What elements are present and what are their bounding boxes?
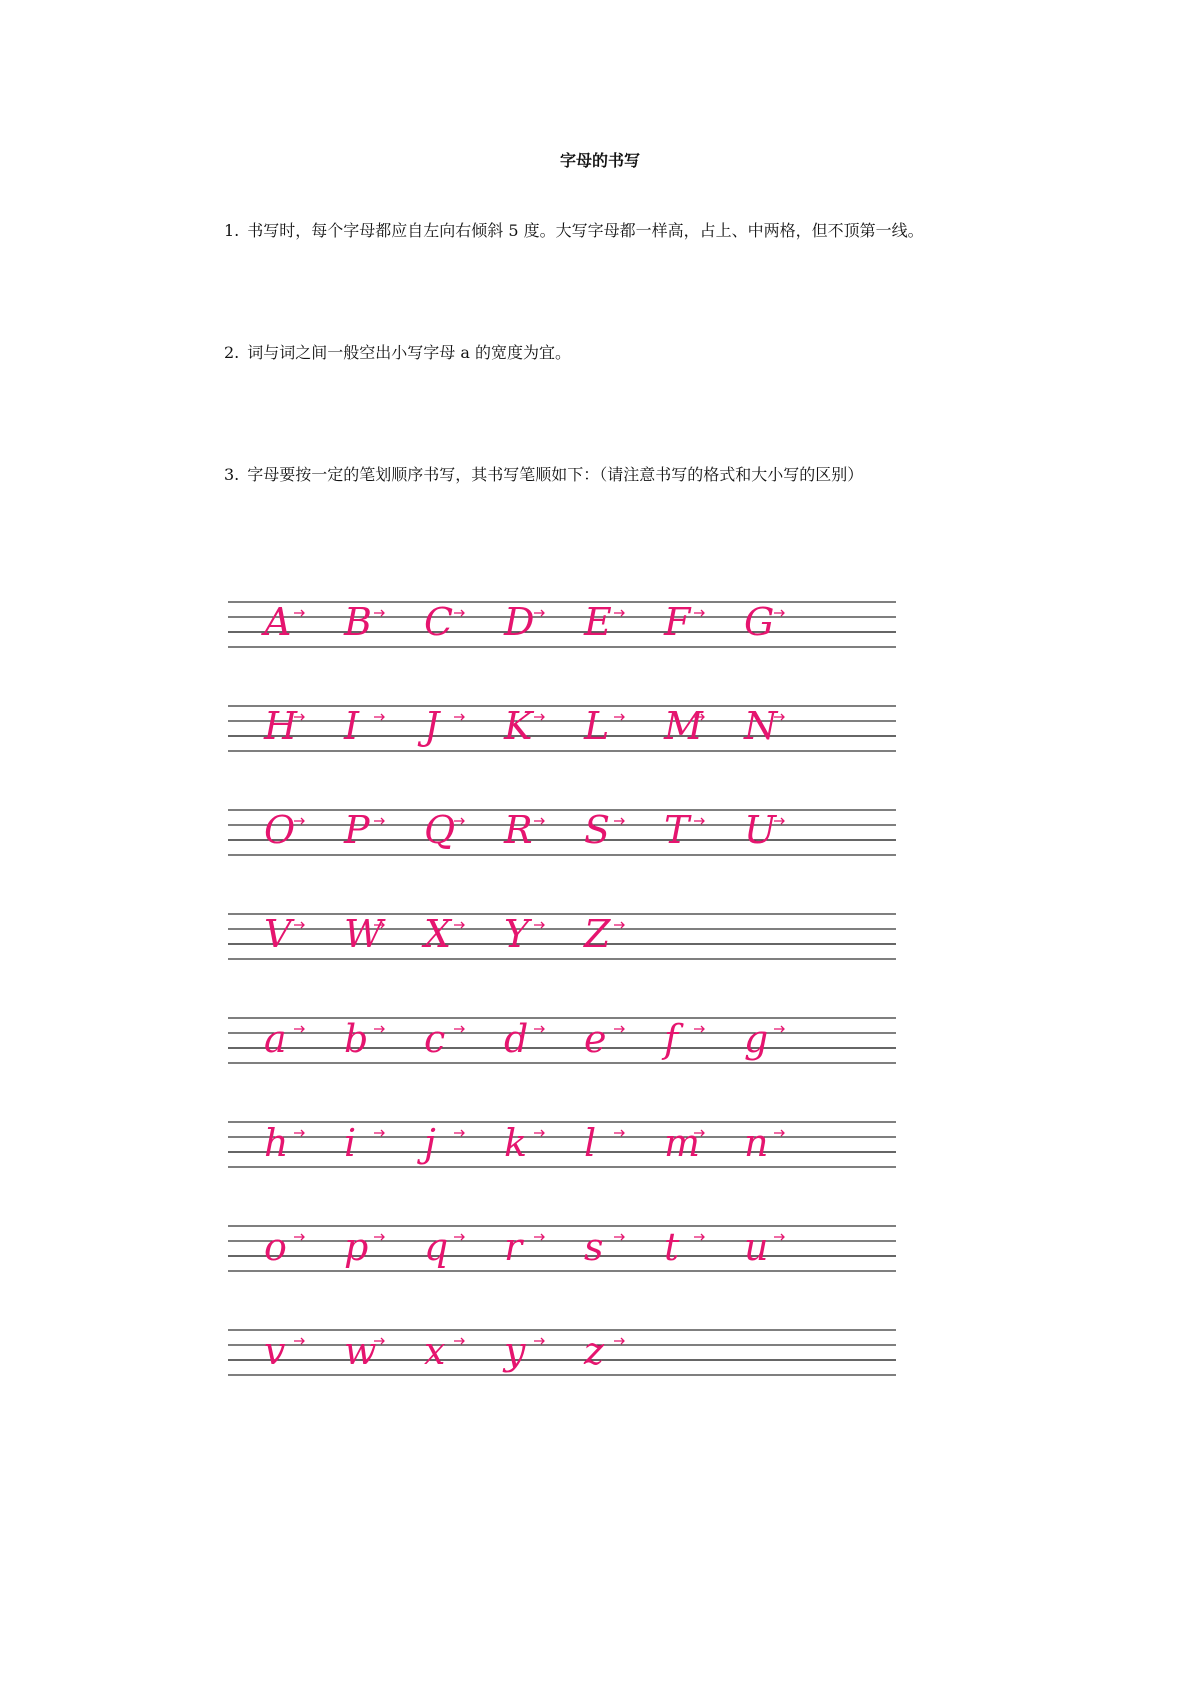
handwritten-letter: H (264, 704, 298, 748)
handwritten-letter: e (584, 1017, 607, 1061)
stroke-order-arrow (774, 1234, 784, 1240)
handwritten-letter: m (664, 1121, 701, 1165)
stroke-order-arrow (454, 610, 464, 616)
handwritten-letter: b (344, 1017, 369, 1061)
stroke-order-arrow (454, 1130, 464, 1136)
handwritten-letter: r (504, 1225, 523, 1269)
handwritten-letter: h (264, 1121, 289, 1165)
stroke-order-arrow (374, 714, 384, 720)
handwritten-letter: O (264, 808, 296, 852)
handwritten-letter: B (344, 600, 372, 644)
stroke-order-arrow (774, 1130, 784, 1136)
rule-number: 3. (224, 465, 240, 484)
stroke-order-arrow (694, 1026, 704, 1032)
stroke-order-arrow (694, 1234, 704, 1240)
handwritten-letter: i (344, 1121, 357, 1165)
stroke-order-arrow (534, 818, 544, 824)
handwriting-practice-sheet (228, 590, 908, 1420)
handwritten-letter: g (744, 1017, 769, 1061)
handwritten-letter: d (504, 1017, 529, 1061)
handwritten-letter: F (664, 600, 691, 644)
handwritten-letter: G (744, 600, 775, 644)
stroke-order-arrow (614, 1338, 624, 1344)
stroke-order-arrow (374, 818, 384, 824)
stroke-order-arrow (294, 610, 304, 616)
practice-row (228, 1329, 896, 1375)
handwritten-letter: J (424, 704, 440, 748)
handwritten-letter: z (584, 1329, 605, 1373)
handwritten-letter: p (344, 1225, 369, 1269)
stroke-order-arrow (534, 1130, 544, 1136)
rule-text: 字母要按一定的笔划顺序书写，其书写笔顺如下：（请注意书写的格式和大小写的区别） (247, 465, 864, 484)
rule-item-2 (224, 340, 571, 363)
handwritten-letter: Y (504, 912, 530, 956)
handwritten-letter: R (504, 808, 533, 852)
practice-row (228, 600, 896, 647)
handwritten-letter: Q (424, 808, 456, 852)
stroke-order-arrow (534, 1234, 544, 1240)
handwritten-letter: l (584, 1121, 597, 1165)
stroke-order-arrow (694, 818, 704, 824)
stroke-order-arrow (454, 1338, 464, 1344)
stroke-order-arrow (614, 818, 624, 824)
handwritten-letter: P (344, 808, 370, 852)
rule-item-3 (224, 462, 863, 485)
practice-row (228, 808, 896, 855)
stroke-order-arrow (374, 610, 384, 616)
rule-text: 词与词之间一般空出小写字母 a 的宽度为宜。 (247, 343, 571, 362)
stroke-order-arrow (294, 1338, 304, 1344)
handwritten-letter: U (744, 808, 777, 852)
stroke-order-arrow (454, 818, 464, 824)
handwritten-letter: k (504, 1121, 528, 1165)
rule-number: 1. (224, 221, 240, 240)
stroke-order-arrow (534, 610, 544, 616)
stroke-order-arrow (454, 1026, 464, 1032)
stroke-order-arrow (534, 1026, 544, 1032)
stroke-order-arrow (294, 818, 304, 824)
stroke-order-arrow (374, 1026, 384, 1032)
handwritten-letter: a (264, 1017, 287, 1061)
stroke-order-arrow (294, 1130, 304, 1136)
handwritten-letter: V (264, 912, 292, 956)
handwritten-letter: w (344, 1329, 377, 1373)
handwritten-letter: u (744, 1225, 769, 1269)
rule-number: 2. (224, 343, 240, 362)
handwritten-letter: t (664, 1225, 680, 1269)
handwritten-letter: S (584, 808, 611, 852)
stroke-order-arrow (454, 922, 464, 928)
stroke-order-arrow (774, 1026, 784, 1032)
stroke-order-arrow (614, 922, 624, 928)
handwritten-letter: x (424, 1329, 446, 1373)
page-title: 字母的书写 (559, 151, 640, 170)
handwritten-letter: j (424, 1121, 436, 1165)
stroke-order-arrow (454, 1234, 464, 1240)
stroke-order-arrow (614, 1130, 624, 1136)
stroke-order-arrow (374, 1234, 384, 1240)
handwritten-letter: n (744, 1121, 769, 1165)
stroke-order-arrow (614, 714, 624, 720)
stroke-order-arrow (614, 1026, 624, 1032)
handwritten-letter: Z (584, 912, 611, 956)
handwritten-letter: C (424, 600, 454, 644)
handwritten-letter: X (424, 912, 452, 956)
handwritten-letter: v (264, 1329, 286, 1373)
handwritten-letter: N (744, 704, 778, 748)
handwritten-letter: q (424, 1225, 449, 1269)
handwritten-letter: T (664, 808, 690, 852)
handwritten-letter: W (344, 912, 384, 956)
handwritten-letter: E (584, 600, 612, 644)
stroke-order-arrow (614, 1234, 624, 1240)
rule-item-1 (224, 218, 924, 241)
handwritten-letter: o (264, 1225, 287, 1269)
stroke-order-arrow (534, 714, 544, 720)
practice-row (228, 912, 896, 959)
stroke-order-arrow (294, 1026, 304, 1032)
handwritten-letter: s (584, 1225, 604, 1269)
handwritten-letter: y (504, 1329, 526, 1373)
stroke-order-arrow (534, 922, 544, 928)
stroke-order-arrow (294, 1234, 304, 1240)
stroke-order-arrow (294, 922, 304, 928)
handwritten-letter: L (584, 704, 610, 748)
stroke-order-arrow (614, 610, 624, 616)
handwritten-letter: D (504, 600, 535, 644)
handwritten-letter: I (344, 704, 360, 748)
stroke-order-arrow (694, 610, 704, 616)
stroke-order-arrow (374, 1130, 384, 1136)
handwritten-letter: c (424, 1017, 446, 1061)
practice-row (228, 1225, 896, 1271)
practice-row (228, 1121, 896, 1167)
practice-row (228, 704, 896, 751)
handwritten-letter: f (664, 1017, 679, 1061)
handwritten-letter: K (504, 704, 533, 748)
stroke-order-arrow (534, 1338, 544, 1344)
handwritten-letter: M (664, 704, 703, 748)
stroke-order-arrow (454, 714, 464, 720)
handwritten-letter: A (264, 600, 292, 644)
stroke-order-arrow (774, 610, 784, 616)
rule-text: 书写时，每个字母都应自左向右倾斜 5 度。大写字母都一样高，占上、中两格，但不顶第一线。 (247, 221, 924, 240)
practice-row (228, 1017, 896, 1063)
